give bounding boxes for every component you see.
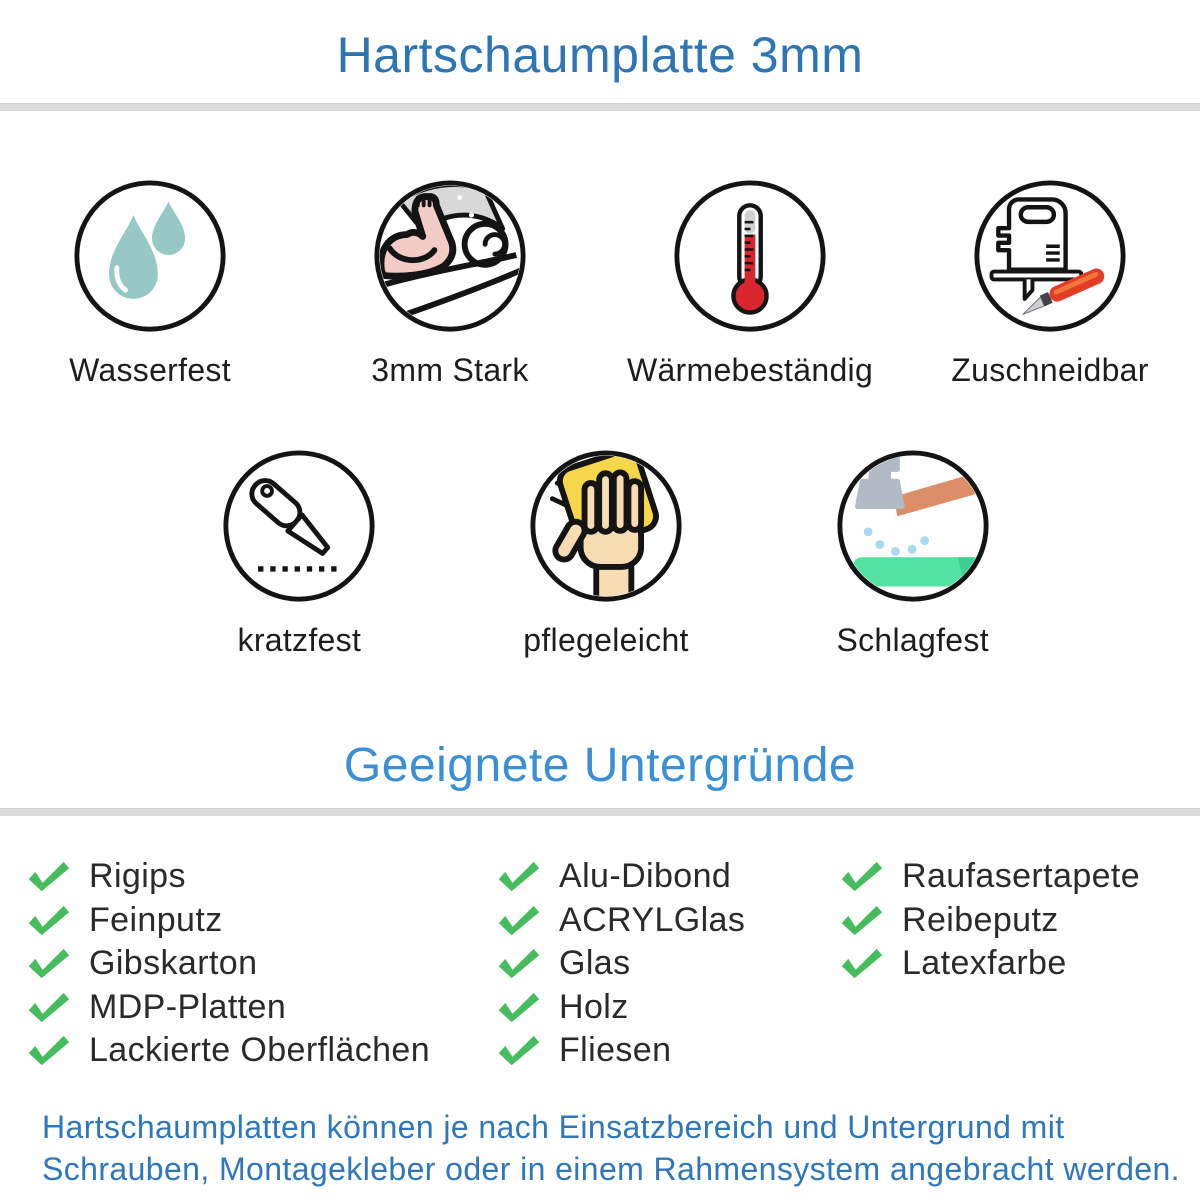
list-item-label: Alu-Dibond [559, 857, 732, 896]
list-item [497, 899, 745, 943]
check-icon [27, 1034, 71, 1067]
check-icon [497, 904, 541, 937]
footer-line-1: Hartschaumplatten können je nach Einsatzbereich und Untergrund mit [42, 1109, 1065, 1145]
check-icon [27, 860, 71, 893]
list-item [27, 986, 430, 1030]
list-item [27, 942, 430, 986]
list-item [840, 855, 1140, 899]
feature-wasserfest [0, 178, 300, 389]
check-icon [497, 991, 541, 1024]
muscle-arm-icon [372, 178, 528, 334]
list-item [497, 855, 745, 899]
substrates-column-2 [497, 855, 745, 1073]
list-item-label: Gibskarton [89, 944, 258, 983]
list-item-label: Holz [559, 987, 629, 1026]
feature-label: Wärmebeständig [626, 352, 874, 388]
check-icon [497, 947, 541, 980]
list-item [497, 942, 745, 986]
check-icon [27, 991, 71, 1024]
feature-label: Zuschneidbar [951, 352, 1149, 388]
thermometer-icon [672, 178, 828, 334]
substrates-column-1 [27, 855, 430, 1073]
feature-label: Schlagfest [836, 622, 989, 658]
feature-label: 3mm Stark [371, 352, 529, 388]
feature-kratzfest [146, 448, 453, 659]
list-item-label: Fliesen [559, 1031, 672, 1070]
utility-knife-icon [221, 448, 377, 604]
check-icon [840, 904, 884, 937]
features-row-1 [0, 178, 1200, 389]
check-icon [497, 1034, 541, 1067]
list-item [497, 1029, 745, 1073]
list-item [27, 1029, 430, 1073]
cleaning-hand-icon [528, 448, 684, 604]
list-item-label: Feinputz [89, 900, 223, 939]
list-item-label: Raufasertapete [902, 857, 1141, 896]
footer-line-2: Schrauben, Montagekleber oder in einem Rahmensystem angebracht werden. [42, 1151, 1180, 1187]
feature-pflegeleicht [453, 448, 760, 659]
feature-label: kratzfest [237, 622, 362, 658]
jigsaw-knife-icon [972, 178, 1128, 334]
features-row-2 [146, 448, 1066, 659]
list-item [840, 942, 1140, 986]
feature-zuschneidbar [900, 178, 1200, 389]
list-item-label: Rigips [89, 857, 186, 896]
footer-note [42, 1106, 1180, 1190]
list-item [27, 855, 430, 899]
feature-3mm-stark [300, 178, 600, 389]
substrates-column-3 [840, 855, 1140, 986]
list-item-label: Lackierte Oberflächen [89, 1031, 431, 1070]
list-item-label: MDP-Platten [89, 987, 287, 1026]
check-icon [27, 904, 71, 937]
list-item [27, 899, 430, 943]
check-icon [840, 860, 884, 893]
list-item-label: Latexfarbe [902, 944, 1067, 983]
list-item-label: Reibeputz [902, 900, 1059, 939]
list-item [497, 986, 745, 1030]
section-title: Geeignete Untergründe [343, 739, 857, 792]
hammer-impact-icon [835, 448, 991, 604]
feature-label: pflegeleicht [523, 622, 689, 658]
feature-schlagfest [759, 448, 1066, 659]
check-icon [497, 860, 541, 893]
feature-label: Wasserfest [69, 352, 231, 388]
page-title: Hartschaumplatte 3mm [336, 27, 864, 83]
divider-top [0, 103, 1200, 111]
water-drops-icon [72, 178, 228, 334]
check-icon [27, 947, 71, 980]
check-icon [840, 947, 884, 980]
list-item [840, 899, 1140, 943]
divider-middle [0, 808, 1200, 816]
feature-waermebestaendig [600, 178, 900, 389]
list-item-label: ACRYLGlas [559, 900, 746, 939]
list-item-label: Glas [559, 944, 631, 983]
